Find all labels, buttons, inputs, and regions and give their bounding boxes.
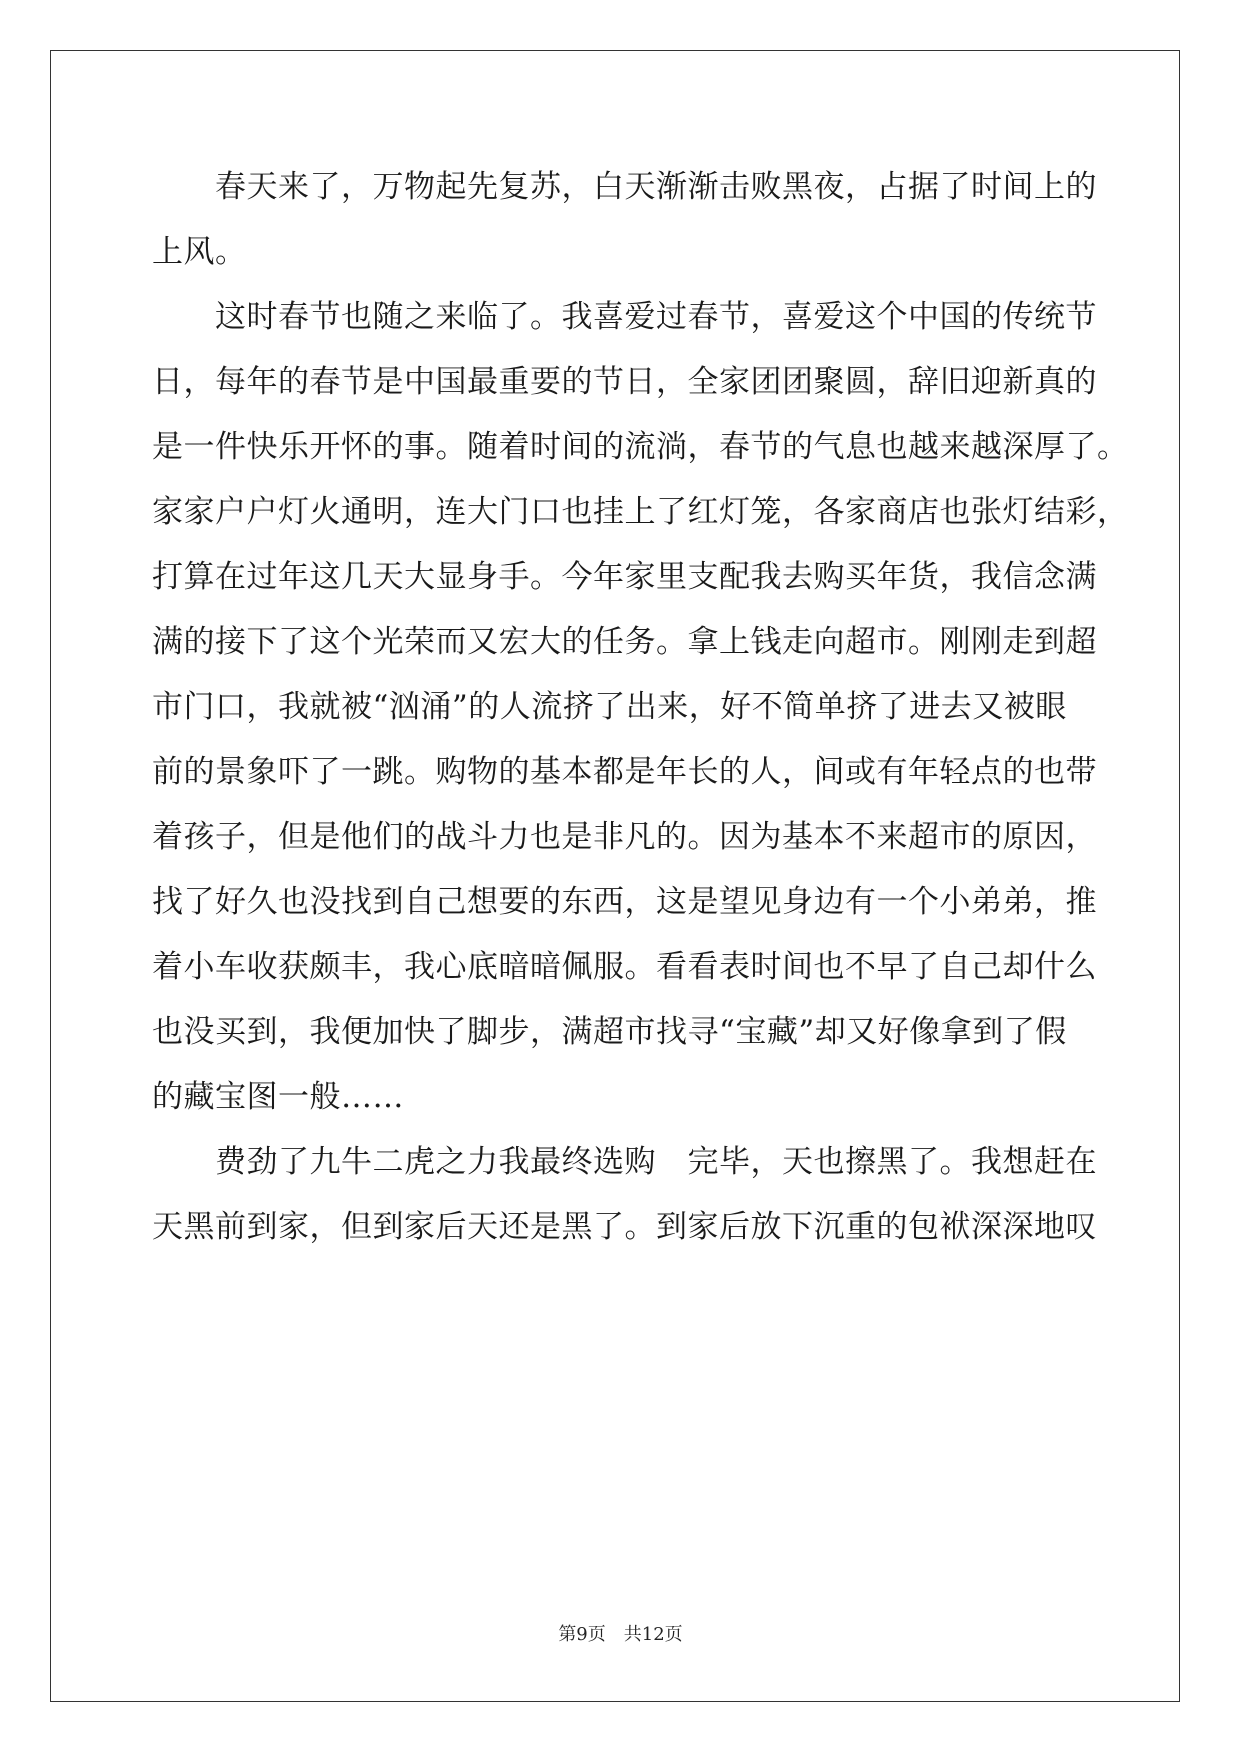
text-line-16: 费劲了九牛二虎之力我最终选购 完毕，天也擦黑了。我想赶在 bbox=[152, 1144, 1097, 1180]
text-line-7: 打算在过年这几天大显身手。今年家里支配我去购买年货，我信念满 bbox=[152, 559, 1097, 595]
text-line-11: 着孩子，但是他们的战斗力也是非凡的。因为基本不来超市的原因， bbox=[152, 819, 1097, 855]
document-body bbox=[152, 155, 1129, 1260]
text-line-15: 的藏宝图一般…… bbox=[152, 1079, 404, 1115]
text-line-2: 上风。 bbox=[152, 234, 247, 270]
text-line-8: 满的接下了这个光荣而又宏大的任务。拿上钱走向超市。刚刚走到超 bbox=[152, 624, 1097, 660]
text-line-17: 天黑前到家，但到家后天还是黑了。到家后放下沉重的包袱深深地叹 bbox=[152, 1209, 1097, 1245]
text-line-5: 是一件快乐开怀的事。随着时间的流淌，春节的气息也越来越深厚了。 bbox=[152, 429, 1129, 465]
text-line-9: 市门口，我就被“汹涌”的人流挤了出来，好不简单挤了进去又被眼 bbox=[152, 689, 1067, 725]
text-line-3: 这时春节也随之来临了。我喜爱过春节，喜爱这个中国的传统节 bbox=[152, 299, 1097, 335]
text-line-1: 春天来了，万物起先复苏，白天渐渐击败黑夜，占据了时间上的 bbox=[152, 169, 1097, 205]
page-total: 共12页 bbox=[623, 1624, 683, 1645]
page-footer bbox=[0, 1620, 1241, 1646]
text-line-6: 家家户户灯火通明，连大门口也挂上了红灯笼，各家商店也张灯结彩， bbox=[152, 494, 1129, 530]
text-line-14: 也没买到，我便加快了脚步，满超市找寻“宝藏”却又好像拿到了假 bbox=[152, 1014, 1067, 1050]
text-line-12: 找了好久也没找到自己想要的东西，这是望见身边有一个小弟弟，推 bbox=[152, 884, 1097, 920]
text-line-10: 前的景象吓了一跳。购物的基本都是年长的人，间或有年轻点的也带 bbox=[152, 754, 1097, 790]
text-line-13: 着小车收获颇丰，我心底暗暗佩服。看看表时间也不早了自己却什么 bbox=[152, 949, 1097, 985]
text-line-4: 日，每年的春节是中国最重要的节日，全家团团聚圆，辞旧迎新真的 bbox=[152, 364, 1097, 400]
page-number: 第9页 bbox=[558, 1624, 606, 1645]
